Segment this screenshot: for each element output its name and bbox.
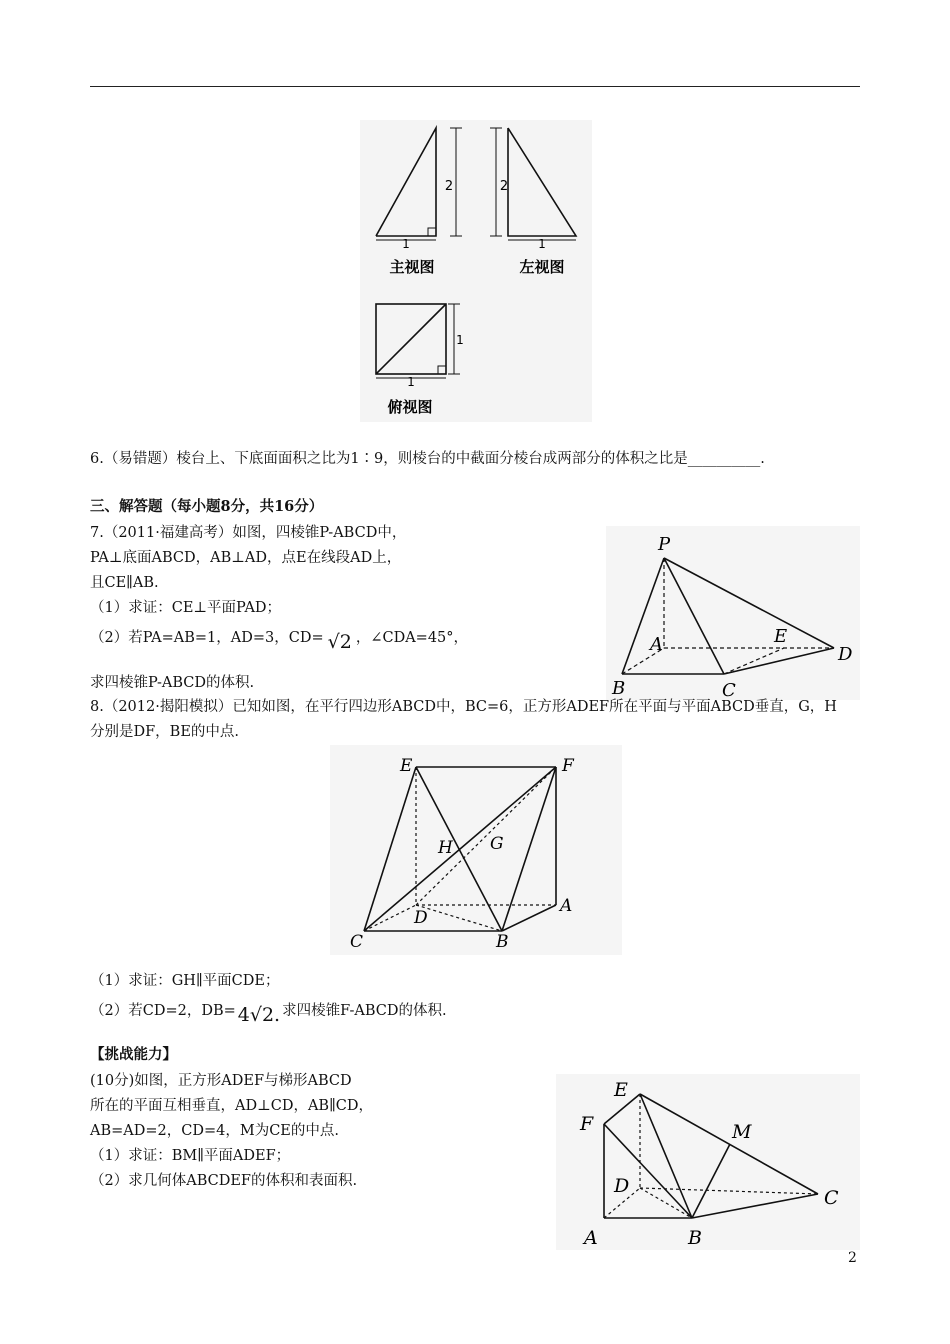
q7-line-3: 且CE∥AB.: [90, 575, 159, 591]
q7-part-1: （1）求证：CE⊥平面PAD；: [90, 600, 282, 616]
challenge-line-2: 所在的平面互相垂直，AD⊥CD，AB∥CD，: [90, 1098, 373, 1114]
label-F: F: [562, 756, 574, 776]
label-D: D: [838, 644, 853, 665]
front-height-label: 2: [444, 179, 454, 194]
label-E: E: [774, 626, 788, 647]
q8-db-value: 4√2.: [237, 1004, 281, 1026]
challenge-part-1: （1）求证：BM∥平面ADEF；: [90, 1148, 291, 1164]
pyramid-pabcd-figure: [606, 526, 860, 700]
label-P: P: [658, 534, 671, 555]
label-B: B: [688, 1227, 702, 1249]
q8-part-2: [90, 1000, 447, 1026]
label-D: D: [614, 1175, 630, 1197]
q8-line-1: 8.（2012·揭阳模拟）已知如图，在平行四边形ABCD中，BC=6，正方形ADEF所在平面与平面ABCD垂直，G，H: [90, 699, 837, 715]
section-3-title: 三、解答题（每小题8分，共16分）: [90, 498, 324, 515]
page-number: 2: [848, 1250, 857, 1266]
label-C: C: [350, 932, 364, 952]
q7-part-2: [90, 627, 469, 653]
q8-part-1: （1）求证：GH∥平面CDE；: [90, 973, 280, 989]
label-B: B: [496, 932, 509, 952]
challenge-part-2: （2）求几何体ABCDEF的体积和表面积.: [90, 1173, 358, 1189]
q8-part-2-text-a: （2）若CD=2，DB=: [90, 1003, 236, 1019]
q7-line-1: 7.（2011·福建高考）如图，四棱锥P-ABCD中，: [90, 525, 407, 541]
label-F: F: [580, 1113, 594, 1135]
front-view-label: 主视图: [389, 258, 435, 276]
q7-line-6: 求四棱锥P-ABCD的体积.: [90, 675, 255, 691]
label-A: A: [650, 634, 663, 655]
side-height-label: 2: [499, 179, 509, 194]
question-6: 6.（易错题）棱台上、下底面面积之比为1∶9，则棱台的中截面分棱台成两部分的体积之比是__________.: [90, 451, 765, 467]
header-rule: [90, 86, 860, 87]
label-H: H: [438, 838, 453, 858]
q7-line-2: PA⊥底面ABCD，AB⊥AD，点E在线段AD上，: [90, 550, 402, 566]
top-view-label: 俯视图: [387, 398, 433, 416]
challenge-title: 【挑战能力】: [90, 1046, 177, 1063]
label-A: A: [584, 1227, 598, 1249]
side-view-label: 左视图: [519, 258, 565, 276]
top-width-label: 1: [407, 375, 415, 389]
challenge-line-3: AB=AD=2，CD=4，M为CE的中点.: [90, 1123, 339, 1139]
three-views-figure: [360, 120, 592, 422]
challenge-line-1: (10分)如图，正方形ADEF与梯形ABCD: [90, 1073, 352, 1089]
q8-part-2-text-b: 求四棱锥F-ABCD的体积.: [282, 1003, 447, 1019]
q8-figure: [330, 745, 622, 955]
q7-part-2-text-a: （2）若PA=AB=1，AD=3，CD=: [90, 630, 324, 646]
label-C: C: [722, 680, 736, 700]
q8-line-2: 分别是DF，BE的中点.: [90, 724, 240, 740]
label-E: E: [614, 1079, 628, 1101]
label-E: E: [400, 756, 413, 776]
front-width-label: 1: [402, 237, 410, 251]
label-G: G: [490, 834, 504, 854]
label-C: C: [824, 1187, 839, 1209]
side-width-label: 1: [538, 237, 546, 251]
label-D: D: [414, 908, 428, 928]
q7-sqrt2: √2: [327, 631, 352, 653]
label-A: A: [560, 896, 573, 916]
label-B: B: [612, 678, 626, 699]
q7-part-2-text-b: ，∠CDA=45°，: [355, 630, 469, 646]
top-height-label: 1: [456, 333, 464, 347]
challenge-figure: [556, 1074, 860, 1250]
label-M: M: [732, 1121, 752, 1143]
